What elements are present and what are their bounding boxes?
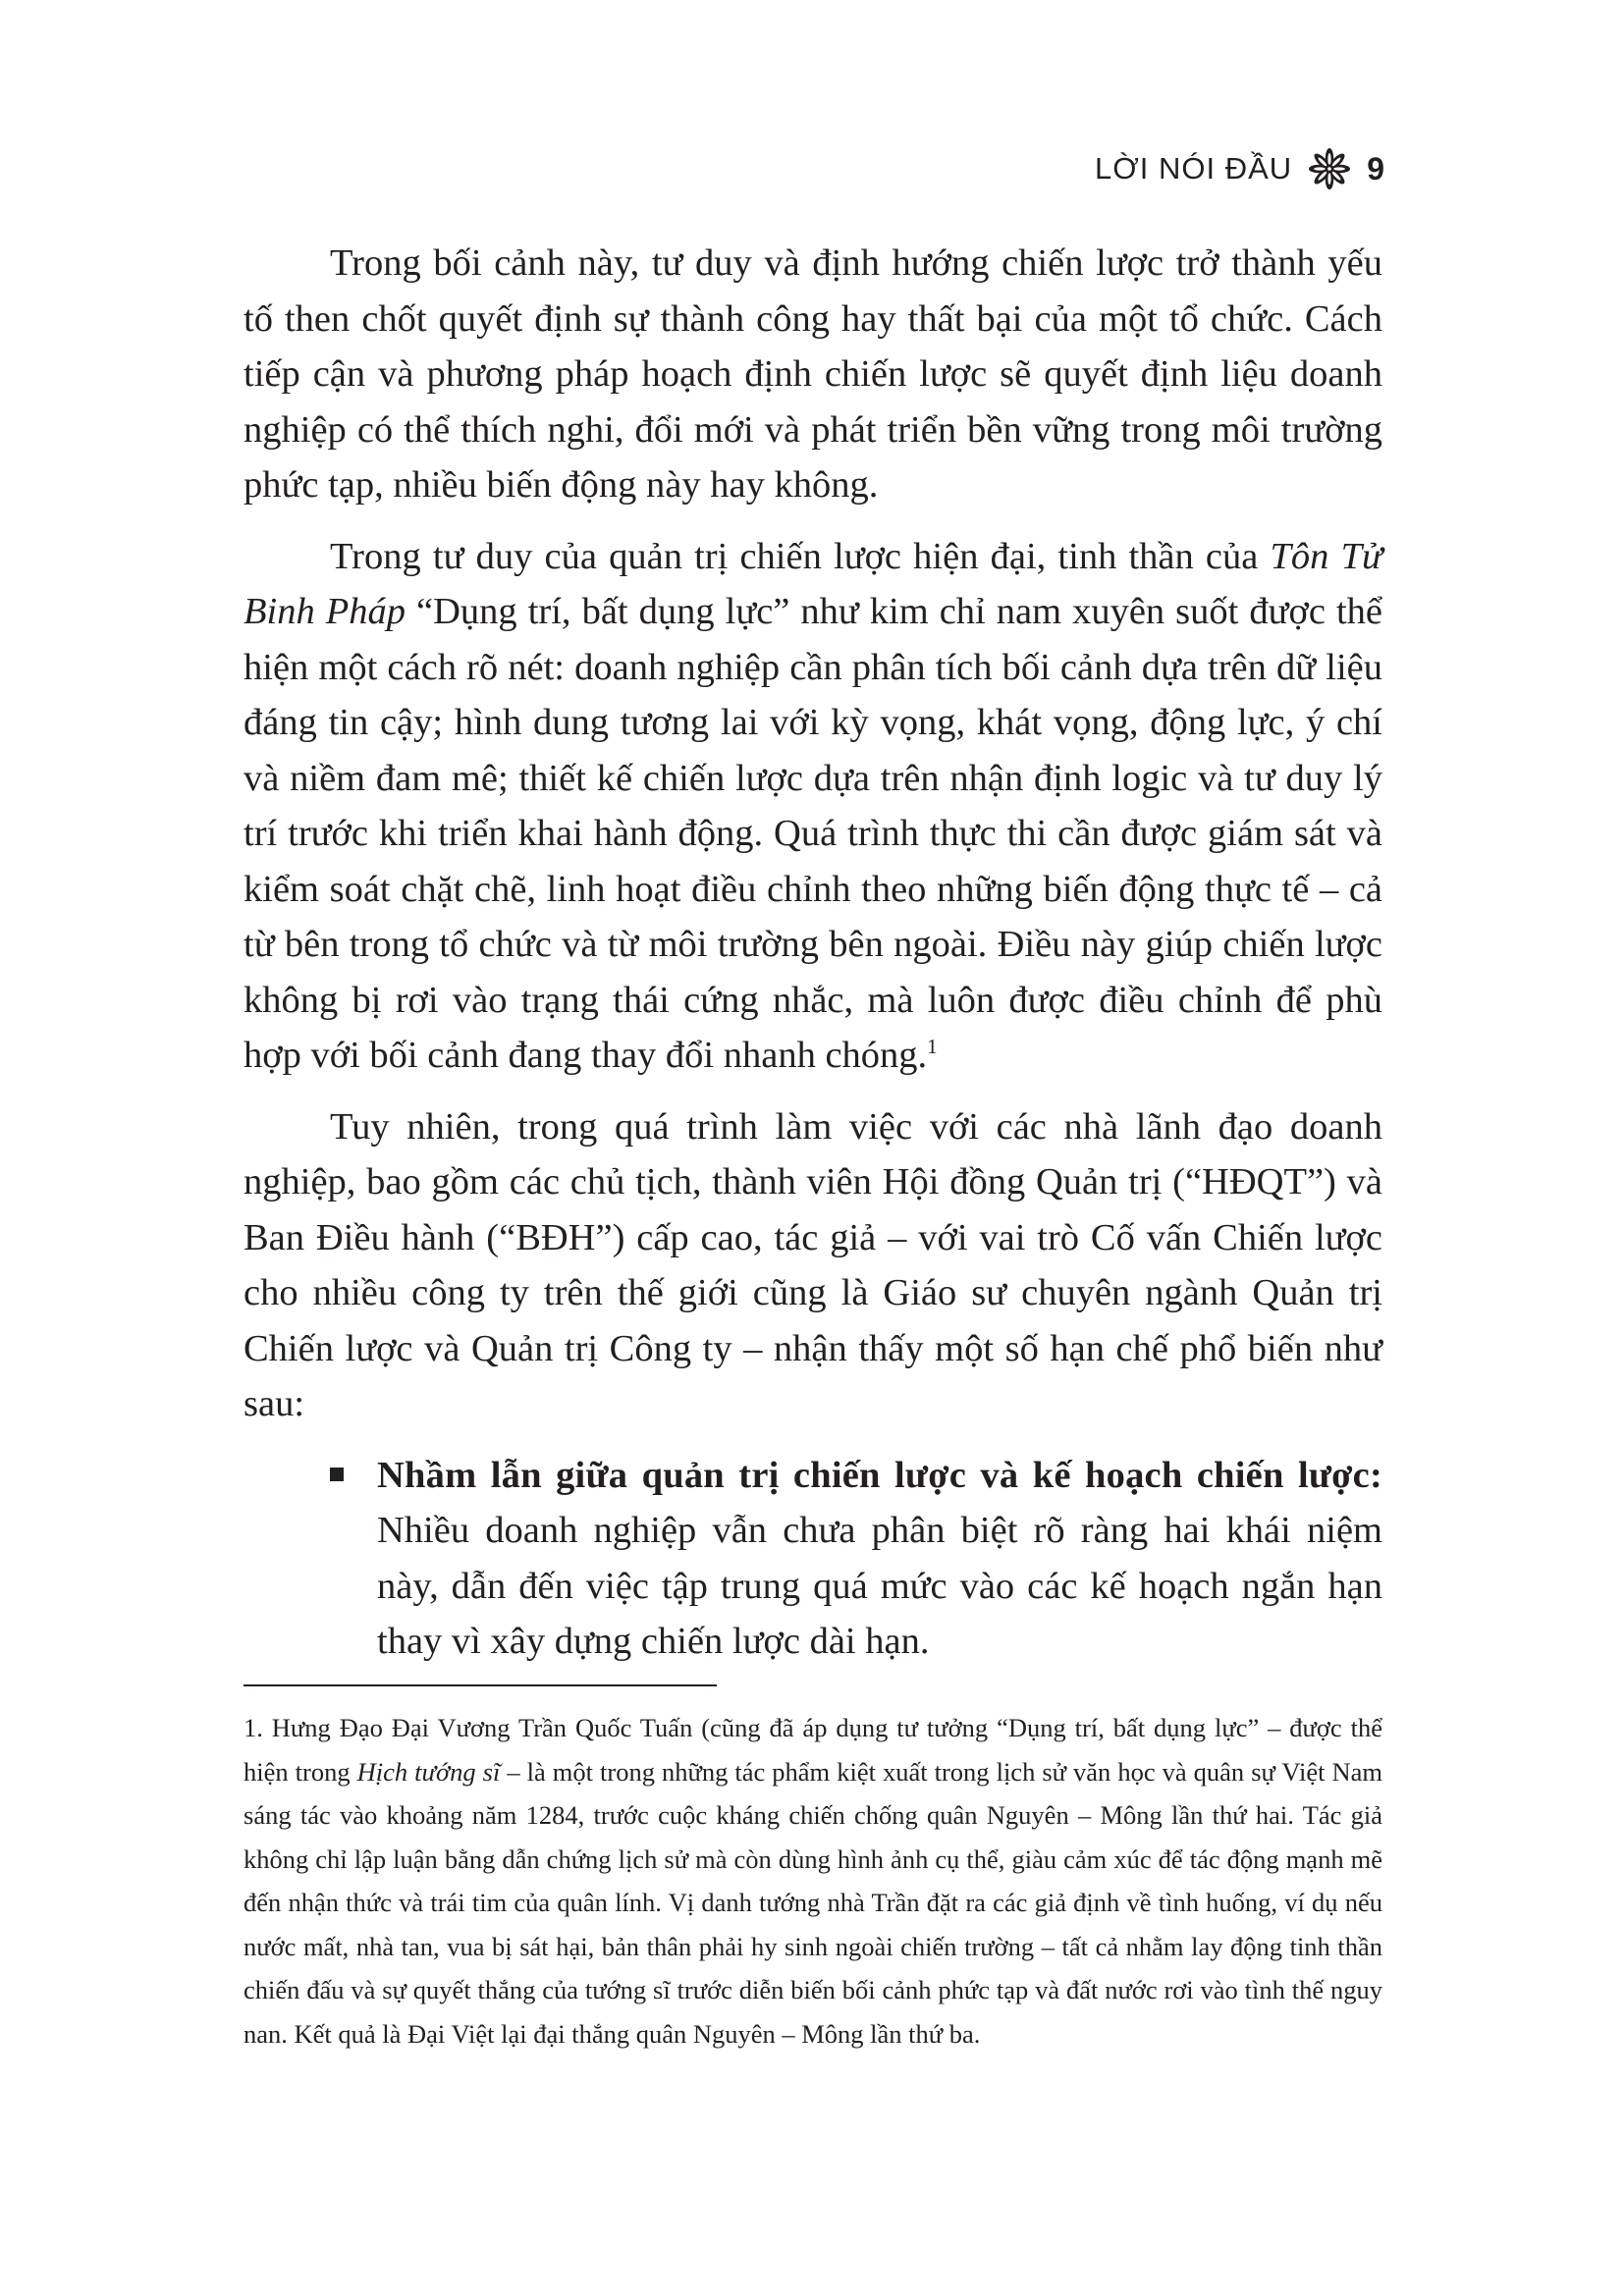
bullet-text: Nhiều doanh nghiệp vẫn chưa phân biệt rõ ràng hai khái niệm này, dẫn đến việc tập trung quá mức vào các kế hoạch ngắn hạn thay vì xây dựng chiến lược dài hạn. <box>377 1510 1382 1662</box>
paragraph-2-body: “Dụng trí, bất dụng lực” như kim chỉ nam xuyên suốt được thể hiện một cách rõ nét: doanh nghiệp cần phân tích bối cảnh dựa trên dữ liệu đáng tin cậy; hình dung tương lai với kỳ vọng, khát vọng, động lực, ý chí và niềm đam mê; thiết kế chiến lược dựa trên nhận định logic và tư duy lý trí trước khi triển khai hành động. Quá trình thực thi cần được giám sát và kiểm soát chặt chẽ, linh hoạt điều chỉnh theo những biến động thực tế – cả từ bên trong tổ chức và từ môi trường bên ngoài. Điều này giúp chiến lược không bị rơi vào trạng thái cứng nhắc, mà luôn được điều chỉnh để phù hợp với bối cảnh đang thay đổi nhanh chóng. <box>244 591 1383 1076</box>
paragraph-2 <box>244 529 1382 1084</box>
book-title-ton-tu-binh-phap: Tôn Tử Binh Pháp <box>244 535 1382 632</box>
running-header <box>1095 147 1384 190</box>
flower-ornament-icon <box>1308 147 1351 190</box>
chapter-title: LỜI NÓI ĐẦU <box>1094 151 1293 186</box>
footnote-body: – là một trong những tác phẩm kiệt xuất trong lịch sử văn học và quân sự Việt Nam sáng tác vào khoảng năm 1284, trước cuộc kháng chiến chống quân Nguyên – Mông lần thứ hai. Tác giả không chỉ lập luận bằng dẫn chứng lịch sử mà còn dùng hình ảnh cụ thể, giàu cảm xúc để tác động mạnh mẽ đến nhận thức và trái tim của quân lính. Vị danh tướng nhà Trần đặt ra các giả định về tình huống, ví dụ nếu nước mất, nhà tan, vua bị sát hại, bản thân phải hy sinh ngoài chiến trường – tất cả nhằm lay động tinh thần chiến đấu và sự quyết thắng của tướng sĩ trước diễn biến bối cảnh phức tạp và đất nước rơi vào tình thế nguy nan. Kết quả là Đại Việt lại đại thắng quân Nguyên – Mông lần thứ ba. <box>244 1756 1382 2049</box>
paragraph-1: Trong bối cảnh này, tư duy và định hướng chiến lược trở thành yếu tố then chốt quyết định sự thành công hay thất bại của một tổ chức. Cách tiếp cận và phương pháp hoạch định chiến lược sẽ quyết định liệu doanh nghiệp có thể thích nghi, đổi mới và phát triển bền vững trong môi trường phức tạp, nhiều biến động này hay không. <box>244 242 1382 506</box>
footnote-1 <box>244 1706 1382 2056</box>
body-text <box>244 236 1382 1670</box>
work-title-hich-tuong-si: Hịch tướng sĩ <box>356 1756 501 1787</box>
paragraph-3: Tuy nhiên, trong quá trình làm việc với các nhà lãnh đạo doanh nghiệp, bao gồm các chủ tịch, thành viên Hội đồng Quản trị (“HĐQT”) và Ban Điều hành (“BĐH”) cấp cao, tác giả – với vai trò Cố vấn Chiến lược cho nhiều công ty trên thế giới cũng là Giáo sư chuyên ngành Quản trị Chiến lược và Quản trị Công ty – nhận thấy một số hạn chế phổ biến như sau: <box>244 1105 1382 1424</box>
page-number: 9 <box>1367 150 1384 187</box>
footnote-reference[interactable]: 1 <box>927 1035 938 1059</box>
footnote-divider <box>244 1684 717 1686</box>
bullet-title: Nhầm lẫn giữa quản trị chiến lược và kế hoạch chiến lược: <box>377 1454 1382 1496</box>
paragraph-2-lead: Trong tư duy của quản trị chiến lược hiện đại, tinh thần của <box>330 535 1271 577</box>
footnote-lead: 1. Hưng Đạo Đại Vương Trần Quốc Tuấn (cũng đã áp dụng tư tưởng “Dụng trí, bất dụng lực” – được thể hiện trong <box>244 1713 1382 1787</box>
bullet-item <box>244 1448 1382 1670</box>
square-bullet-icon <box>330 1468 344 1481</box>
